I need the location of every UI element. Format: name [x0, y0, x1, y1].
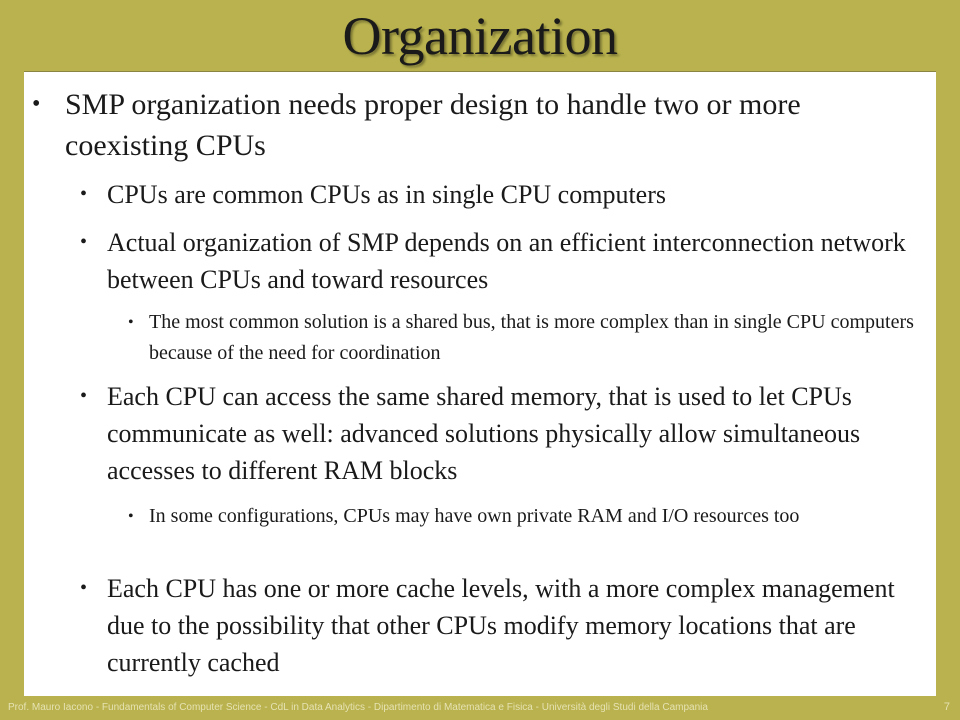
- bullet-icon: •: [32, 91, 41, 117]
- slide-content: [24, 71, 936, 696]
- bullet-item-level1: [32, 84, 915, 166]
- bullet-item-level2: [80, 176, 917, 213]
- bullet-icon: •: [128, 314, 134, 331]
- page-number: 7: [943, 701, 950, 713]
- bullet-icon: •: [80, 183, 88, 205]
- bullet-item-level2: [80, 224, 917, 298]
- bullet-icon: •: [80, 385, 88, 407]
- bullet-text: SMP organization needs proper design to handle two or more coexisting CPUs: [65, 88, 801, 162]
- slide-title: Organization: [342, 6, 618, 66]
- bullet-text: In some configurations, CPUs may have own private RAM and I/O resources too: [149, 505, 800, 527]
- bullet-item-level2: [80, 570, 917, 681]
- bullet-text: The most common solution is a shared bus, that is more complex than in single CPU computers because of the need for coordination: [149, 311, 914, 364]
- bullet-text: Actual organization of SMP depends on an efficient interconnection network between CPUs and toward resources: [107, 228, 906, 294]
- bullet-item-level3: [128, 501, 929, 532]
- bullet-icon: •: [128, 508, 134, 525]
- bullet-icon: •: [80, 231, 88, 253]
- bullet-text: Each CPU can access the same shared memory, that is used to let CPUs communicate as well: advanced solutions physically allow simultaneous accesses to different RAM blocks: [107, 382, 861, 485]
- slide-footer: Prof. Mauro Iacono - Fundamentals of Computer Science - CdL in Data Analytics - Dipartimento di Matematica e Fisica - Università degli Studi della Campania: [8, 702, 708, 713]
- bullet-icon: •: [80, 577, 88, 599]
- bullet-text: Each CPU has one or more cache levels, with a more complex management due to the possibility that other CPUs modify memory locations that are currently cached: [107, 574, 895, 677]
- bullet-item-level2: [80, 378, 917, 489]
- bullet-text: CPUs are common CPUs as in single CPU computers: [107, 180, 666, 209]
- bullet-item-level3: [128, 307, 929, 369]
